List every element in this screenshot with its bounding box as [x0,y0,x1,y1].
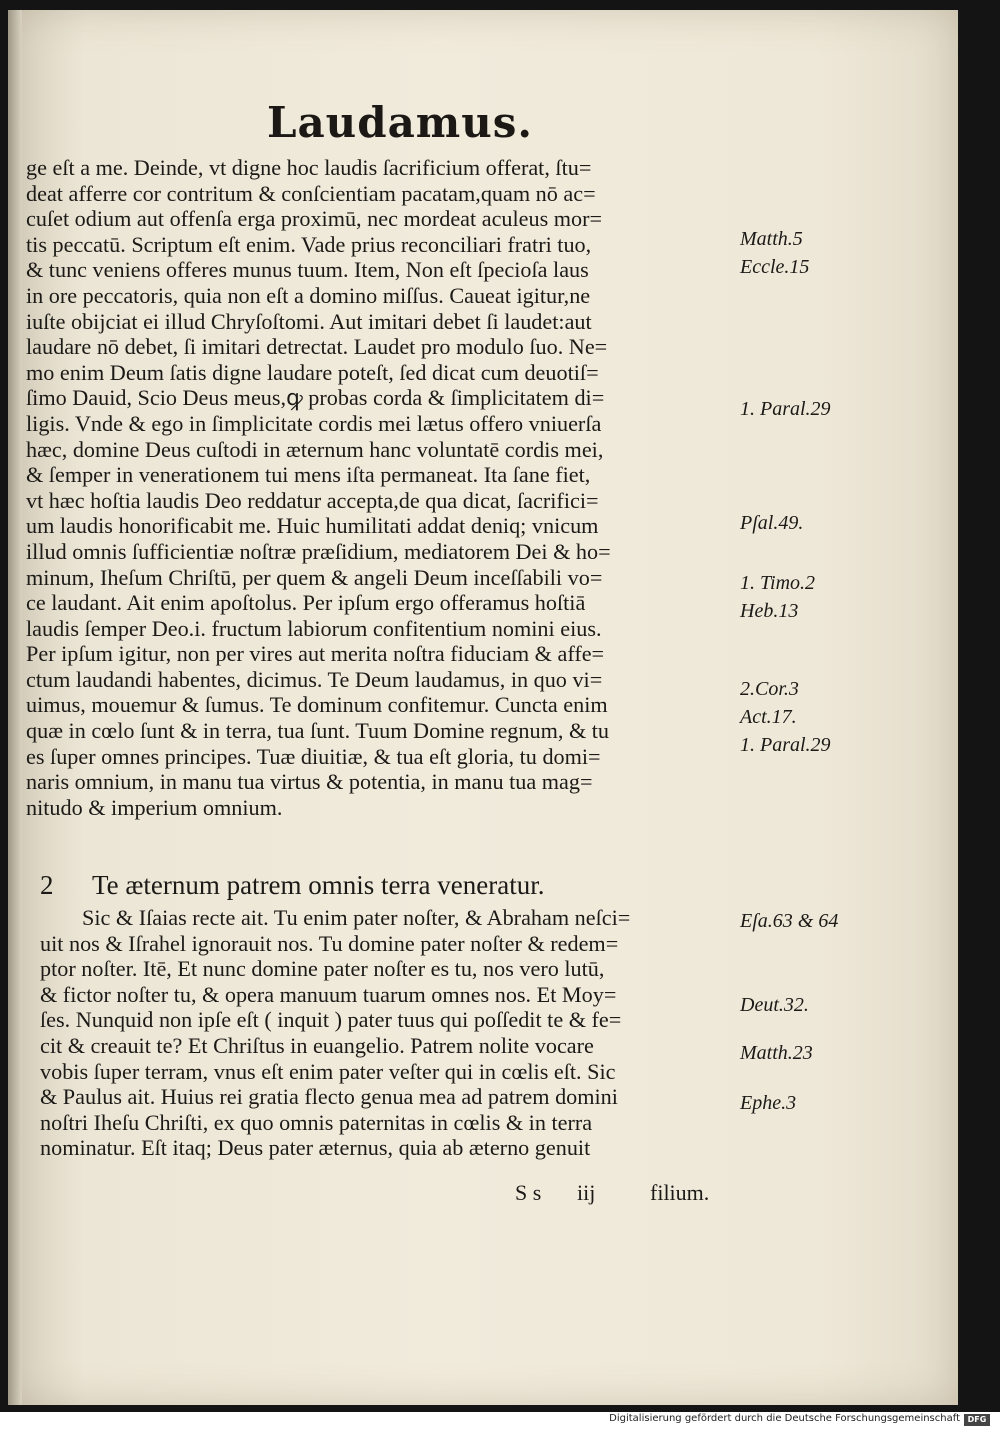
text-line: hæc, domine Deus cuſtodi in æternum hanc voluntatē cordis mei, [26,436,604,462]
text-line: ge eſt a me. Deinde, vt digne hoc laudis ſacrificium offerat, ſtu= [26,155,592,180]
text-line: & Paulus ait. Huius rei gratia flecto genua mea ad patrem domini [40,1084,618,1110]
text-line: in ore peccatoris, quia non eſt a domino miſſus. Caueat igitur,ne [26,282,591,308]
text-line: Sic & Iſaias recte ait. Tu enim pater noſter, & Abraham neſci= [82,905,631,930]
marginal-note: Matth.23 [740,1042,813,1064]
running-head: Laudamus. [266,98,534,147]
text-line: naris omnium, in manu tua virtus & potentia, in manu tua mag= [26,769,593,795]
footer-bar [0,1412,1000,1429]
text-line: ſimo Dauid, Scio Deus meus,ꝙ probas corda & ſimplicitatem di= [26,385,605,411]
section-title: Te æternum patrem omnis terra veneratur. [92,870,545,900]
text-line: uimus, mouemur & ſumus. Te dominum confitemur. Cuncta enim [26,692,608,718]
text-line: noſtri Iheſu Chriſti, ex quo omnis paternitas in cœlis & in terra [40,1109,593,1135]
text-line: laudis ſemper Deo.i. fructum labiorum confitentium nomini eius. [26,615,602,641]
text-line: deat afferre cor contritum & conſcientiam pacatam,quam nō ac= [26,180,596,206]
marginal-note: Eſa.63 & 64 [740,910,839,932]
text-line: uit nos & Iſrahel ignorauit nos. Tu domine pater noſter & redem= [40,930,619,956]
text-line: iuſte obijciat ei illud Chryſoſtomi. Aut imitari debet ſi laudet:aut [26,308,592,334]
marginal-note: 1. Paral.29 [740,734,831,756]
signature-mark: S s [515,1180,542,1205]
section-number: 2 [40,870,54,900]
text-line: & ſemper in venerationem tui mens iſta permaneat. Ita ſane fiet, [26,462,591,488]
text-line: vt hæc hoſtia laudis Deo reddatur accepta,de qua dicat, ſacrifici= [26,487,599,513]
marginal-note: 2.Cor.3 [740,678,799,700]
text-line: quæ in cœlo ſunt & in terra, tua ſunt. Tuum Domine regnum, & tu [26,718,610,744]
marginal-note: Act.17. [740,706,797,728]
body-text-block-2 [40,905,740,1161]
text-line: ptor noſter. Itē, Et nunc domine pater noſter es tu, nos vero lutū, [40,956,605,982]
text-line: cit & creauit te? Et Chriſtus in euangelio. Patrem nolite vocare [40,1032,594,1058]
page-gutter [8,10,22,1405]
marginal-note: Heb.13 [740,600,799,622]
text-line: ſes. Nunquid non ipſe eſt ( inquit ) pater tuus qui poſſedit te & fe= [40,1007,622,1033]
text-line: nominatur. Eſt itaq; Deus pater æternus, quia ab æterno genuit [40,1135,591,1161]
text-line: & fictor noſter tu, & opera manuum tuarum omnes nos. Et Moy= [40,981,617,1007]
marginal-note: 1. Timo.2 [740,572,816,594]
marginal-note: Eccle.15 [740,256,810,278]
marginal-note: Ephe.3 [740,1092,797,1114]
text-line: um laudis honorificabit me. Huic humilitati addat deniq; vnicum [26,513,599,539]
text-line: laudare nō debet, ſi imitari detrectat. Laudet pro modulo ſuo. Ne= [26,334,608,360]
text-line: ce laudant. Ait enim apoſtolus. Per ipſum ergo offeramus hoſtiā [26,590,586,616]
body-text-block [26,155,736,820]
text-line: illud omnis ſufficientiæ noſtræ præſidium, mediatorem Dei & ho= [26,538,611,564]
text-line: Per ipſum igitur, non per vires aut merita noſtra fiduciam & affe= [26,641,605,667]
footer-credit: Digitalisierung gefördert durch die Deutsche Forschungsgemeinschaft [609,1413,960,1424]
marginal-note: Pſal.49. [740,512,804,534]
text-line: ligis. Vnde & ego in ſimplicitate cordis mei lætus offero vniuerſa [26,410,602,436]
dfg-logo: DFG [964,1414,990,1426]
text-line: cuſet odium aut offenſa erga proximū, nec mordeat aculeus mor= [26,206,603,232]
text-line: mo enim Deum ſatis digne laudare poteſt, ſed dicat cum deuotiſ= [26,359,599,385]
marginal-note: Deut.32. [740,994,809,1016]
text-line: minum, Iheſum Chriſtū, per quem & angeli Deum inceſſabili vo= [26,564,603,590]
text-line: & tunc veniens offeres munus tuum. Item, Non eſt ſpecioſa laus [26,257,589,283]
text-line: es ſuper omnes principes. Tuæ diuitiæ, & tua eſt gloria, tu domi= [26,743,601,769]
section-heading [40,870,740,904]
signature-number: iij [577,1180,596,1205]
text-line: ctum laudandi habentes, dicimus. Te Deum laudamus, in quo vi= [26,666,603,692]
text-line: tis peccatū. Scriptum eſt enim. Vade prius reconciliari fratri tuo, [26,231,592,257]
text-line: nitudo & imperium omnium. [26,794,283,820]
text-line: vobis ſuper terram, vnus eſt enim pater veſter qui in cœlis eſt. Sic [40,1058,616,1084]
marginal-note: 1. Paral.29 [740,398,831,420]
catchword: filium. [650,1180,710,1205]
marginal-note: Matth.5 [740,228,803,250]
catchline [515,1180,745,1206]
